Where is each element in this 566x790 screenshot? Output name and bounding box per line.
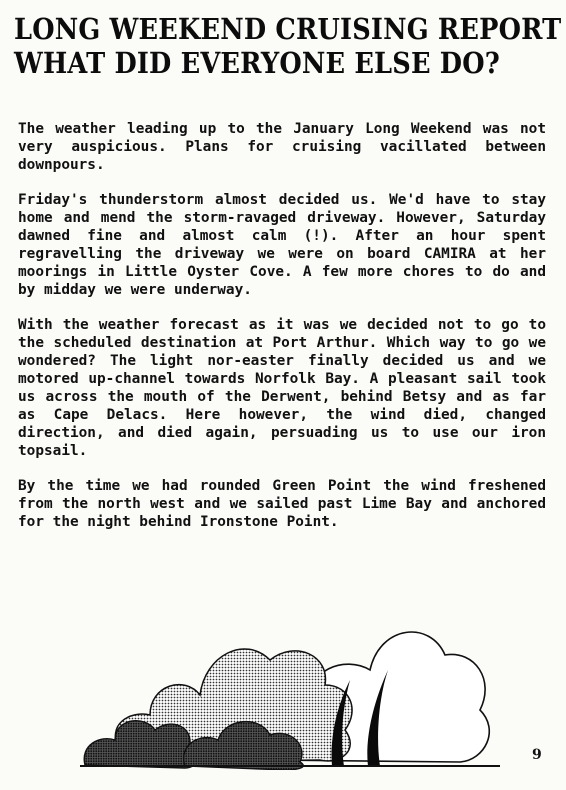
paragraph-3: With the weather forecast as it was we decided not to go to the scheduled destination at Port Arthur. Which way to go we wondered? The light nor-easter finally decided us and we motored up-channel towards Norfolk Bay. A pleasant sail took us across the mouth of the Derwent, behind Betsy and as far as Cape Delacs. Here however, the wind died, changed direction, and died again, persuading us to use our iron topsail. [18, 317, 546, 459]
paragraph-4: By the time we had rounded Green Point the wind freshened from the north west and we sailed past Lime Bay and anchored for the night behind Ironstone Point. [18, 478, 546, 530]
dark-cloud-left [84, 721, 199, 768]
paragraph-1: The weather leading up to the January Long Weekend was not very auspicious. Plans for cruising vacillated between downpours. [18, 121, 546, 173]
heading-line-1: LONG WEEKEND CRUISING REPORT [14, 12, 562, 46]
heading-line-2: WHAT DID EVERYONE ELSE DO? [14, 46, 500, 80]
paragraph-2: Friday's thunderstorm almost decided us. We'd have to stay home and mend the storm-ravaged driveway. However, Saturday dawned fine and almost calm (!). After an hour spent regravelling the driveway we were on board CAMIRA at her moorings in Little Oyster Cove. A few more chores to do and by midday we were underway. [18, 192, 546, 298]
clouds-and-sails-illustration [80, 600, 500, 770]
page-number: 9 [532, 747, 542, 763]
article-body [18, 120, 546, 548]
article-heading [14, 12, 562, 80]
